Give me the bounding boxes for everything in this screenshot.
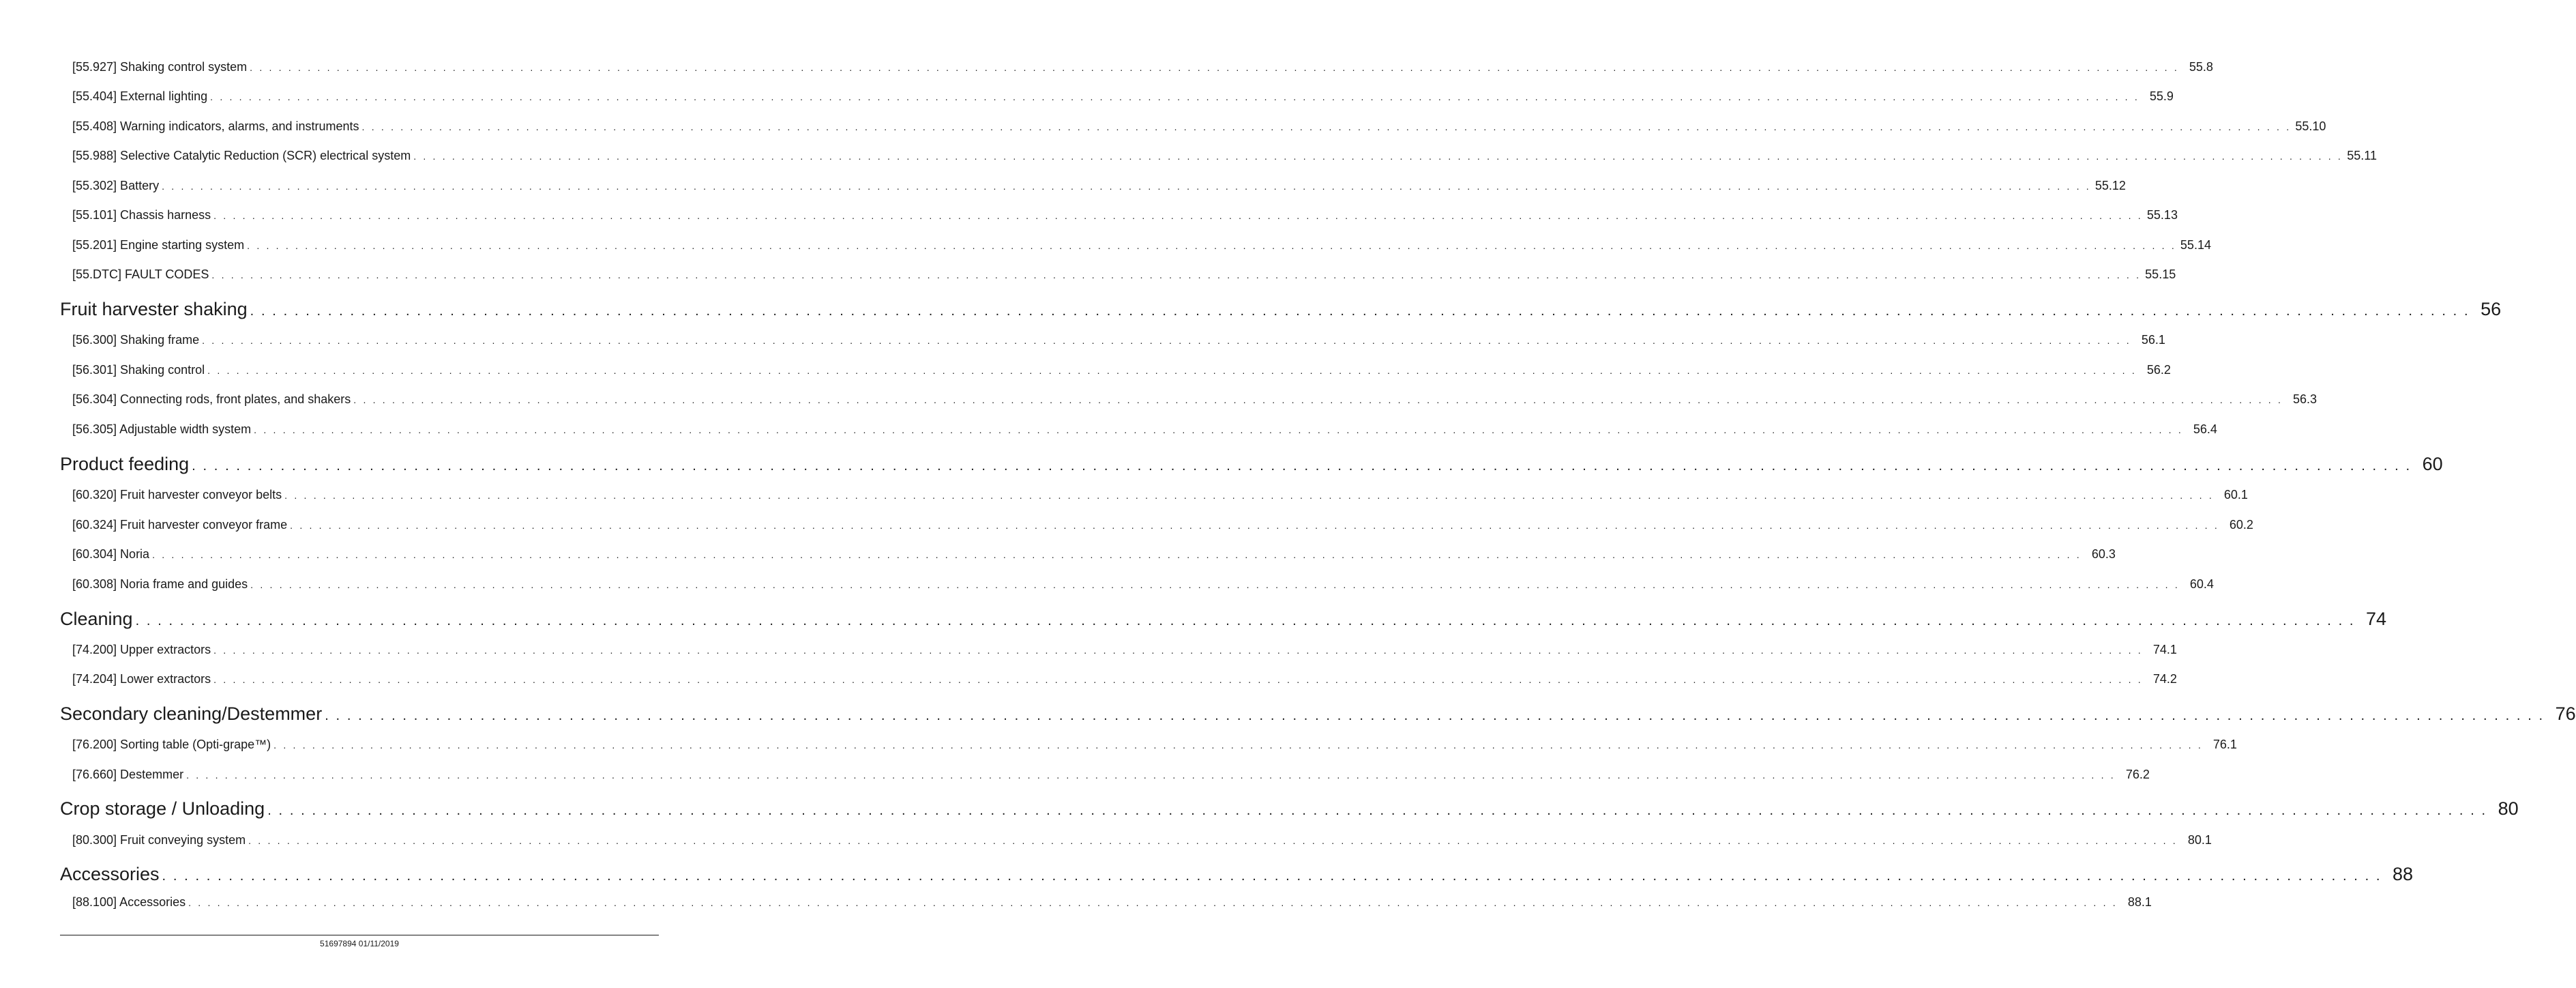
dot-leader: . . . . . . . . . . . . . . . . . . . . . . . . . . . . . . . . . . . . . . . . . . . . . . . . . . . . . . . . . . . . . . . . . . . . . . . . . . . . . . . . . . . . . . . . . . . . . . . . . . . . . . . . . . . . . . . . . . . . . . . . . . . . . . . . . . . . . . . . . . . . . . . . . . . . . . . . . . . . . . . . . . . . . . . . . . . . . . . . . . . . . . . . . . . . . . . . . . . . . . . . — [250, 304, 2470, 319]
page-number: 55.10 — [2295, 119, 2326, 133]
page-number: 55.13 — [2146, 208, 2178, 222]
section-title: Crop storage / Unloading — [60, 798, 265, 819]
page-number: 60.3 — [2091, 547, 2116, 561]
entry-title: [55.101] Chassis harness — [72, 208, 211, 222]
page-number: 55.15 — [2145, 267, 2176, 281]
page-number: 76.2 — [2125, 768, 2150, 781]
entry-title: [88.100] Accessories — [72, 895, 186, 909]
toc-section-heading[interactable] — [60, 798, 2519, 819]
toc-section-heading[interactable] — [60, 609, 2387, 630]
entry-title: [60.308] Noria frame and guides — [72, 577, 248, 591]
dot-leader: . . . . . . . . . . . . . . . . . . . . . . . . . . . . . . . . . . . . . . . . . . . . . . . . . . . . . . . . . . . . . . . . . . . . . . . . . . . . . . . . . . . . . . . . . . . . . . . . . . . . . . . . . . . . . . . . . . . . . . . . . . . . . . . . . . . . . . . . . . . . . . . . . . . . . . . . . . . . . . . . . . . . . . . . . . . . . . . . . . . . . . . . . . . . . . . . . . . . . . . . — [284, 490, 2214, 501]
entry-title: [76.660] Destemmer — [72, 768, 184, 781]
entry-title: [55.201] Engine starting system — [72, 238, 245, 252]
footer-document-id: 51697894 01/11/2019 — [320, 939, 399, 948]
page-number: 60.2 — [2229, 518, 2253, 532]
toc-entry[interactable] — [72, 768, 2150, 782]
toc-entry[interactable] — [72, 363, 2171, 377]
page-number: 88.1 — [2127, 895, 2152, 909]
dot-leader: . . . . . . . . . . . . . . . . . . . . . . . . . . . . . . . . . . . . . . . . . . . . . . . . . . . . . . . . . . . . . . . . . . . . . . . . . . . . . . . . . . . . . . . . . . . . . . . . . . . . . . . . . . . . . . . . . . . . . . . . . . . . . . . . . . . . . . . . . . . . . . . . . . . . . . . . . . . . . . . . . . . . . . . . . . . . . . . . . . . . . . . . . . . . . . . . . . . . . . . . — [211, 270, 2142, 280]
toc-entry[interactable] — [72, 238, 2211, 252]
toc-section-heading[interactable] — [60, 454, 2443, 475]
page-number: 60.4 — [2189, 577, 2214, 591]
entry-title: [56.301] Shaking control — [72, 363, 205, 377]
dot-leader: . . . . . . . . . . . . . . . . . . . . . . . . . . . . . . . . . . . . . . . . . . . . . . . . . . . . . . . . . . . . . . . . . . . . . . . . . . . . . . . . . . . . . . . . . . . . . . . . . . . . . . . . . . . . . . . . . . . . . . . . . . . . . . . . . . . . . . . . . . . . . . . . . . . . . . . . . . . . . . . . . . . . . . . . . . . . . . . . . . . . . . . . . . . . . . . . . . . . . . . . — [267, 803, 2487, 818]
dot-leader: . . . . . . . . . . . . . . . . . . . . . . . . . . . . . . . . . . . . . . . . . . . . . . . . . . . . . . . . . . . . . . . . . . . . . . . . . . . . . . . . . . . . . . . . . . . . . . . . . . . . . . . . . . . . . . . . . . . . . . . . . . . . . . . . . . . . . . . . . . . . . . . . . . . . . . . . . . . . . . . . . . . . . . . . . . . . . . . . . . . . . . . . . . . . . . . . . . . . . . . . — [213, 645, 2143, 656]
toc-entry[interactable] — [72, 738, 2237, 752]
entry-title: [55.408] Warning indicators, alarms, and instruments — [72, 119, 359, 133]
dot-leader: . . . . . . . . . . . . . . . . . . . . . . . . . . . . . . . . . . . . . . . . . . . . . . . . . . . . . . . . . . . . . . . . . . . . . . . . . . . . . . . . . . . . . . . . . . . . . . . . . . . . . . . . . . . . . . . . . . . . . . . . . . . . . . . . . . . . . . . . . . . . . . . . . . . . . . . . . . . . . . . . . . . . . . . . . . . . . . . . . . . . . . . . . . . . . . . . . . . . . . . . — [290, 520, 2219, 531]
page-number: 56.4 — [2193, 422, 2217, 436]
page-number: 55.14 — [2180, 238, 2211, 252]
entry-title: [80.300] Fruit conveying system — [72, 833, 246, 847]
dot-leader: . . . . . . . . . . . . . . . . . . . . . . . . . . . . . . . . . . . . . . . . . . . . . . . . . . . . . . . . . . . . . . . . . . . . . . . . . . . . . . . . . . . . . . . . . . . . . . . . . . . . . . . . . . . . . . . . . . . . . . . . . . . . . . . . . . . . . . . . . . . . . . . . . . . . . . . . . . . . . . . . . . . . . . . . . . . . . . . . . . . . . . . . . . . . . . . . . . . . . . . . — [353, 394, 2283, 405]
toc-entry[interactable] — [72, 119, 2326, 134]
toc-entry[interactable] — [72, 422, 2217, 437]
page-number: 56.2 — [2146, 363, 2171, 377]
toc-entry[interactable] — [72, 179, 2126, 193]
dot-leader: . . . . . . . . . . . . . . . . . . . . . . . . . . . . . . . . . . . . . . . . . . . . . . . . . . . . . . . . . . . . . . . . . . . . . . . . . . . . . . . . . . . . . . . . . . . . . . . . . . . . . . . . . . . . . . . . . . . . . . . . . . . . . . . . . . . . . . . . . . . . . . . . . . . . . . . . . . . . . . . . . . . . . . . . . . . . . . . . . . . . . . . . . . . . . . . . . . . . . . . . — [254, 424, 2183, 435]
section-title: Secondary cleaning/Destemmer — [60, 703, 323, 724]
toc-entry[interactable] — [72, 643, 2177, 657]
toc-section-heading[interactable] — [60, 703, 2576, 725]
dot-leader: . . . . . . . . . . . . . . . . . . . . . . . . . . . . . . . . . . . . . . . . . . . . . . . . . . . . . . . . . . . . . . . . . . . . . . . . . . . . . . . . . . . . . . . . . . . . . . . . . . . . . . . . . . . . . . . . . . . . . . . . . . . . . . . . . . . . . . . . . . . . . . . . . . . . . . . . . . . . . . . . . . . . . . . . . . . . . . . . . . . . . . . . . . . . . . . . . . . . . . . . — [325, 708, 2545, 723]
toc-entry[interactable] — [72, 89, 2174, 104]
page-number: 56.1 — [2141, 333, 2165, 347]
dot-leader: . . . . . . . . . . . . . . . . . . . . . . . . . . . . . . . . . . . . . . . . . . . . . . . . . . . . . . . . . . . . . . . . . . . . . . . . . . . . . . . . . . . . . . . . . . . . . . . . . . . . . . . . . . . . . . . . . . . . . . . . . . . . . . . . . . . . . . . . . . . . . . . . . . . . . . . . . . . . . . . . . . . . . . . . . . . . . . . . . . . . . . . . . . . . . . . . . . . . . . . . — [213, 674, 2143, 685]
dot-leader: . . . . . . . . . . . . . . . . . . . . . . . . . . . . . . . . . . . . . . . . . . . . . . . . . . . . . . . . . . . . . . . . . . . . . . . . . . . . . . . . . . . . . . . . . . . . . . . . . . . . . . . . . . . . . . . . . . . . . . . . . . . . . . . . . . . . . . . . . . . . . . . . . . . . . . . . . . . . . . . . . . . . . . . . . . . . . . . . . . . . . . . . . . . . . . . . . . . . . . . . — [361, 121, 2292, 132]
dot-leader: . . . . . . . . . . . . . . . . . . . . . . . . . . . . . . . . . . . . . . . . . . . . . . . . . . . . . . . . . . . . . . . . . . . . . . . . . . . . . . . . . . . . . . . . . . . . . . . . . . . . . . . . . . . . . . . . . . . . . . . . . . . . . . . . . . . . . . . . . . . . . . . . . . . . . . . . . . . . . . . . . . . . . . . . . . . . . . . . . . . . . . . . . . . . . . . . . . . . . . . . — [247, 240, 2176, 251]
toc-entry[interactable] — [72, 267, 2176, 282]
page-number: 55.12 — [2094, 179, 2126, 192]
page-number: 76 — [2555, 703, 2576, 724]
entry-title: [55.404] External lighting — [72, 89, 208, 103]
page-number: 74.1 — [2152, 643, 2177, 656]
dot-leader: . . . . . . . . . . . . . . . . . . . . . . . . . . . . . . . . . . . . . . . . . . . . . . . . . . . . . . . . . . . . . . . . . . . . . . . . . . . . . . . . . . . . . . . . . . . . . . . . . . . . . . . . . . . . . . . . . . . . . . . . . . . . . . . . . . . . . . . . . . . . . . . . . . . . . . . . . . . . . . . . . . . . . . . . . . . . . . . . . . . . . . . . . . . . . . . . . . . . . . . . — [273, 740, 2203, 751]
entry-title: [60.304] Noria — [72, 547, 150, 561]
toc-entry[interactable] — [72, 518, 2253, 532]
dot-leader: . . . . . . . . . . . . . . . . . . . . . . . . . . . . . . . . . . . . . . . . . . . . . . . . . . . . . . . . . . . . . . . . . . . . . . . . . . . . . . . . . . . . . . . . . . . . . . . . . . . . . . . . . . . . . . . . . . . . . . . . . . . . . . . . . . . . . . . . . . . . . . . . . . . . . . . . . . . . . . . . . . . . . . . . . . . . . . . . . . . . . . . . . . . . . . . . . . . . . . . . — [210, 91, 2140, 102]
page-number: 60 — [2422, 454, 2443, 474]
dot-leader: . . . . . . . . . . . . . . . . . . . . . . . . . . . . . . . . . . . . . . . . . . . . . . . . . . . . . . . . . . . . . . . . . . . . . . . . . . . . . . . . . . . . . . . . . . . . . . . . . . . . . . . . . . . . . . . . . . . . . . . . . . . . . . . . . . . . . . . . . . . . . . . . . . . . . . . . . . . . . . . . . . . . . . . . . . . . . . . . . . . . . . . . . . . . . . . . . . . . . . . . — [202, 335, 2131, 346]
page-number: 56 — [2481, 299, 2502, 319]
toc-section-heading[interactable] — [60, 864, 2414, 885]
toc-entry[interactable] — [72, 488, 2248, 502]
section-title: Product feeding — [60, 454, 190, 474]
dot-leader: . . . . . . . . . . . . . . . . . . . . . . . . . . . . . . . . . . . . . . . . . . . . . . . . . . . . . . . . . . . . . . . . . . . . . . . . . . . . . . . . . . . . . . . . . . . . . . . . . . . . . . . . . . . . . . . . . . . . . . . . . . . . . . . . . . . . . . . . . . . . . . . . . . . . . . . . . . . . . . . . . . . . . . . . . . . . . . . . . . . . . . . . . . . . . . . . . . . . . . . . — [152, 549, 2082, 560]
page-number: 76.1 — [2212, 738, 2237, 751]
dot-leader: . . . . . . . . . . . . . . . . . . . . . . . . . . . . . . . . . . . . . . . . . . . . . . . . . . . . . . . . . . . . . . . . . . . . . . . . . . . . . . . . . . . . . . . . . . . . . . . . . . . . . . . . . . . . . . . . . . . . . . . . . . . . . . . . . . . . . . . . . . . . . . . . . . . . . . . . . . . . . . . . . . . . . . . . . . . . . . . . . . . . . . . . . . . . . . . . . . . . . . . . — [248, 835, 2178, 846]
toc-entry[interactable] — [72, 895, 2152, 910]
page-number: 74 — [2366, 609, 2387, 629]
page-number: 55.11 — [2347, 149, 2377, 162]
section-title: Fruit harvester shaking — [60, 299, 248, 319]
toc-entry[interactable] — [72, 208, 2178, 222]
toc-entry[interactable] — [72, 392, 2318, 407]
entry-title: [56.304] Connecting rods, front plates, and shakers — [72, 392, 351, 406]
toc-entry[interactable] — [72, 149, 2377, 163]
dot-leader: . . . . . . . . . . . . . . . . . . . . . . . . . . . . . . . . . . . . . . . . . . . . . . . . . . . . . . . . . . . . . . . . . . . . . . . . . . . . . . . . . . . . . . . . . . . . . . . . . . . . . . . . . . . . . . . . . . . . . . . . . . . . . . . . . . . . . . . . . . . . . . . . . . . . . . . . . . . . . . . . . . . . . . . . . . . . . . . . . . . . . . . . . . . . . . . . . . . . . . . . — [250, 579, 2180, 590]
entry-title: [55.927] Shaking control system — [72, 60, 248, 74]
dot-leader: . . . . . . . . . . . . . . . . . . . . . . . . . . . . . . . . . . . . . . . . . . . . . . . . . . . . . . . . . . . . . . . . . . . . . . . . . . . . . . . . . . . . . . . . . . . . . . . . . . . . . . . . . . . . . . . . . . . . . . . . . . . . . . . . . . . . . . . . . . . . . . . . . . . . . . . . . . . . . . . . . . . . . . . . . . . . . . . . . . . . . . . . . . . . . . . . . . . . . . . . — [413, 151, 2343, 162]
dot-leader: . . . . . . . . . . . . . . . . . . . . . . . . . . . . . . . . . . . . . . . . . . . . . . . . . . . . . . . . . . . . . . . . . . . . . . . . . . . . . . . . . . . . . . . . . . . . . . . . . . . . . . . . . . . . . . . . . . . . . . . . . . . . . . . . . . . . . . . . . . . . . . . . . . . . . . . . . . . . . . . . . . . . . . . . . . . . . . . . . . . . . . . . . . . . . . . . . . . . . . . . — [186, 770, 2116, 781]
dot-leader: . . . . . . . . . . . . . . . . . . . . . . . . . . . . . . . . . . . . . . . . . . . . . . . . . . . . . . . . . . . . . . . . . . . . . . . . . . . . . . . . . . . . . . . . . . . . . . . . . . . . . . . . . . . . . . . . . . . . . . . . . . . . . . . . . . . . . . . . . . . . . . . . . . . . . . . . . . . . . . . . . . . . . . . . . . . . . . . . . . . . . . . . . . . . . . . . . . . . . . . . — [135, 613, 2356, 628]
page-number: 74.2 — [2152, 672, 2177, 686]
entry-title: [55.988] Selective Catalytic Reduction (SCR) electrical system — [72, 149, 411, 162]
toc-entry[interactable] — [72, 60, 2213, 74]
dot-leader: . . . . . . . . . . . . . . . . . . . . . . . . . . . . . . . . . . . . . . . . . . . . . . . . . . . . . . . . . . . . . . . . . . . . . . . . . . . . . . . . . . . . . . . . . . . . . . . . . . . . . . . . . . . . . . . . . . . . . . . . . . . . . . . . . . . . . . . . . . . . . . . . . . . . . . . . . . . . . . . . . . . . . . . . . . . . . . . . . . . . . . . . . . . . . . . . . . . . . . . . — [188, 897, 2118, 908]
entry-title: [55.DTC] FAULT CODES — [72, 267, 209, 281]
page-number: 80 — [2498, 798, 2519, 819]
dot-leader: . . . . . . . . . . . . . . . . . . . . . . . . . . . . . . . . . . . . . . . . . . . . . . . . . . . . . . . . . . . . . . . . . . . . . . . . . . . . . . . . . . . . . . . . . . . . . . . . . . . . . . . . . . . . . . . . . . . . . . . . . . . . . . . . . . . . . . . . . . . . . . . . . . . . . . . . . . . . . . . . . . . . . . . . . . . . . . . . . . . . . . . . . . . . . . . . . . . . . . . . — [162, 181, 2091, 192]
entry-title: [56.305] Adjustable width system — [72, 422, 252, 436]
dot-leader: . . . . . . . . . . . . . . . . . . . . . . . . . . . . . . . . . . . . . . . . . . . . . . . . . . . . . . . . . . . . . . . . . . . . . . . . . . . . . . . . . . . . . . . . . . . . . . . . . . . . . . . . . . . . . . . . . . . . . . . . . . . . . . . . . . . . . . . . . . . . . . . . . . . . . . . . . . . . . . . . . . . . . . . . . . . . . . . . . . . . . . . . . . . . . . . . . . . . . . . . — [207, 365, 2137, 376]
toc-entry[interactable] — [72, 577, 2214, 592]
entry-title: [60.320] Fruit harvester conveyor belts — [72, 488, 282, 502]
page-number: 56.3 — [2293, 392, 2318, 406]
section-title: Cleaning — [60, 609, 133, 629]
entry-title: [55.302] Battery — [72, 179, 160, 192]
page-number: 55.9 — [2149, 89, 2174, 103]
toc-entry[interactable] — [72, 672, 2177, 686]
entry-title: [74.204] Lower extractors — [72, 672, 211, 686]
section-title: Accessories — [60, 864, 160, 884]
toc-entry[interactable] — [72, 547, 2116, 562]
entry-title: [56.300] Shaking frame — [72, 333, 200, 347]
dot-leader: . . . . . . . . . . . . . . . . . . . . . . . . . . . . . . . . . . . . . . . . . . . . . . . . . . . . . . . . . . . . . . . . . . . . . . . . . . . . . . . . . . . . . . . . . . . . . . . . . . . . . . . . . . . . . . . . . . . . . . . . . . . . . . . . . . . . . . . . . . . . . . . . . . . . . . . . . . . . . . . . . . . . . . . . . . . . . . . . . . . . . . . . . . . . . . . . . . . . . . . . — [250, 62, 2179, 73]
toc-entry[interactable] — [72, 333, 2165, 347]
page-number: 60.1 — [2223, 488, 2248, 502]
entry-title: [60.324] Fruit harvester conveyor frame — [72, 518, 288, 532]
page-number: 88 — [2393, 864, 2414, 884]
toc-entry[interactable] — [72, 833, 2212, 847]
dot-leader: . . . . . . . . . . . . . . . . . . . . . . . . . . . . . . . . . . . . . . . . . . . . . . . . . . . . . . . . . . . . . . . . . . . . . . . . . . . . . . . . . . . . . . . . . . . . . . . . . . . . . . . . . . . . . . . . . . . . . . . . . . . . . . . . . . . . . . . . . . . . . . . . . . . . . . . . . . . . . . . . . . . . . . . . . . . . . . . . . . . . . . . . . . . . . . . . . . . . . . . . — [213, 210, 2143, 221]
toc-section-heading[interactable] — [60, 299, 2502, 320]
entry-title: [74.200] Upper extractors — [72, 643, 211, 656]
dot-leader: . . . . . . . . . . . . . . . . . . . . . . . . . . . . . . . . . . . . . . . . . . . . . . . . . . . . . . . . . . . . . . . . . . . . . . . . . . . . . . . . . . . . . . . . . . . . . . . . . . . . . . . . . . . . . . . . . . . . . . . . . . . . . . . . . . . . . . . . . . . . . . . . . . . . . . . . . . . . . . . . . . . . . . . . . . . . . . . . . . . . . . . . . . . . . . . . . . . . . . . . — [162, 869, 2382, 884]
dot-leader: . . . . . . . . . . . . . . . . . . . . . . . . . . . . . . . . . . . . . . . . . . . . . . . . . . . . . . . . . . . . . . . . . . . . . . . . . . . . . . . . . . . . . . . . . . . . . . . . . . . . . . . . . . . . . . . . . . . . . . . . . . . . . . . . . . . . . . . . . . . . . . . . . . . . . . . . . . . . . . . . . . . . . . . . . . . . . . . . . . . . . . . . . . . . . . . . . . . . . . . . — [192, 459, 2412, 474]
entry-title: [76.200] Sorting table (Opti-grape™) — [72, 738, 271, 751]
page-number: 55.8 — [2189, 60, 2213, 74]
page-number: 80.1 — [2187, 833, 2212, 847]
